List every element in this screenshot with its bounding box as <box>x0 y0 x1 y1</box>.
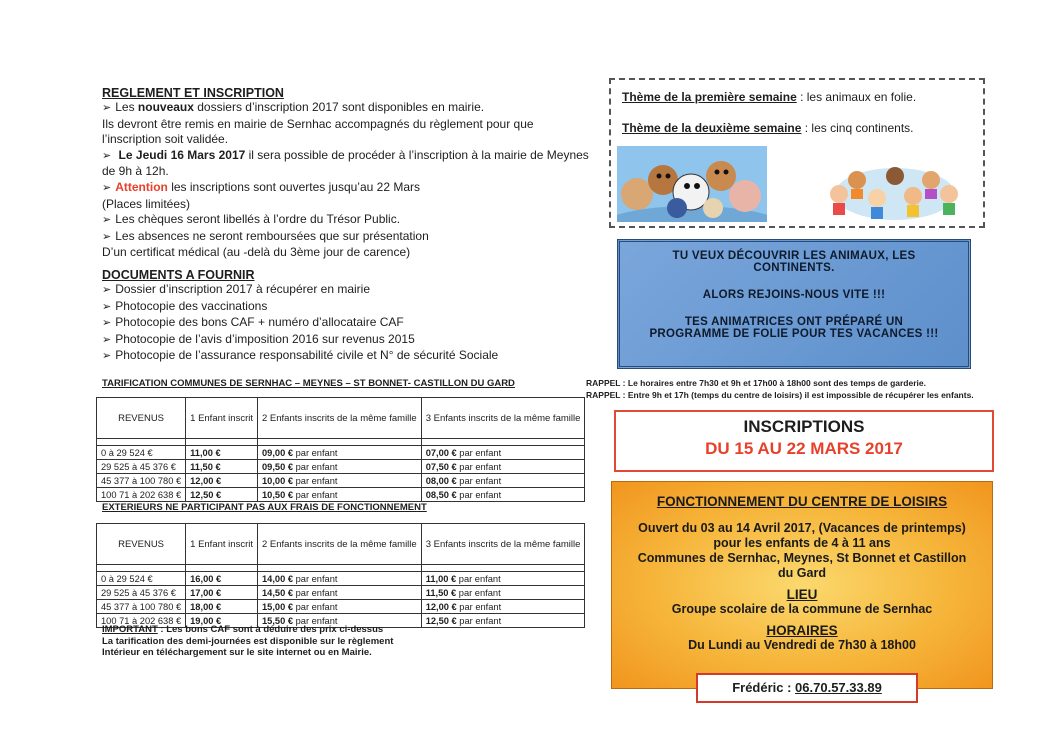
horaires-text: Du Lundi au Vendredi de 7h30 à 18h00 <box>688 638 916 652</box>
table-row: 100 71 à 202 638 € 12,50 € 10,50 € par enfant 08,50 € par enfant <box>97 488 585 502</box>
horaires-title: HORAIRES <box>766 623 838 638</box>
contact-phone: 06.70.57.33.89 <box>795 680 882 695</box>
banner-line: TES ANIMATRICES ONT PRÉPARÉ UN <box>684 316 904 328</box>
banner-line: CONTINENTS. <box>753 262 835 274</box>
lieu-title: LIEU <box>786 587 818 602</box>
theme-week-1: Thème de la première semaine : les animaux en folie. <box>622 90 917 104</box>
contact-name: Frédéric : <box>732 680 796 695</box>
reglement-section <box>102 86 589 261</box>
themes-box <box>609 78 985 228</box>
fonctionnement-box <box>611 481 993 689</box>
reglement-line: ➢ Attention les inscriptions sont ouvertes jusqu’au 22 Mars <box>102 179 420 194</box>
reglement-line: de 9h à 12h. <box>102 164 169 179</box>
inscriptions-dates: DU 15 AU 22 MARS 2017 <box>705 439 903 458</box>
promo-banner <box>617 239 971 369</box>
reglement-line: ➢ Les chèques seront libellés à l’ordre du Trésor Public. <box>102 212 401 227</box>
document-item: ➢ Photocopie des vaccinations <box>102 298 268 313</box>
header-3-enfants: 3 Enfants inscrits de la même famille <box>421 398 585 439</box>
tarif-table-communes <box>96 397 585 502</box>
table-row: 29 525 à 45 376 € 11,50 € 09,50 € par enfant 07,50 € par enfant <box>97 460 585 474</box>
header-2-enfants: 2 Enfants inscrits de la même famille <box>257 524 421 565</box>
table-row: 100 71 à 202 638 € 19,00 € 15,50 € par enfant 12,50 € par enfant <box>97 614 585 628</box>
header-1-enfant: 1 Enfant inscrit <box>186 398 258 439</box>
reglement-line: ➢ Les nouveaux dossiers d’inscription 2017 sont disponibles en mairie. <box>102 100 485 114</box>
inscriptions-box <box>614 410 994 472</box>
table-row: 0 à 29 524 € 16,00 € 14,00 € par enfant 11,00 € par enfant <box>97 572 585 586</box>
header-1-enfant: 1 Enfant inscrit <box>186 524 258 565</box>
reglement-title: REGLEMENT ET INSCRIPTION <box>102 86 284 100</box>
rappel-1: RAPPEL : Le horaires entre 7h30 et 9h et 17h00 à 18h00 sont des temps de garderie. <box>586 378 926 388</box>
tarif-table-exterieurs <box>96 523 585 628</box>
inscriptions-title: INSCRIPTIONS <box>743 417 865 436</box>
reglement-line: D’un certificat médical (au -delà du 3ème jour de carence) <box>102 245 411 260</box>
table-row: 45 377 à 100 780 € 12,00 € 10,00 € par enfant 08,00 € par enfant <box>97 474 585 488</box>
contact-box <box>696 673 918 703</box>
reglement-line: Ils devront être remis en mairie de Sernhac accompagnés du règlement pour que <box>102 116 534 131</box>
table-row: 45 377 à 100 780 € 18,00 € 15,00 € par enfant 12,00 € par enfant <box>97 600 585 614</box>
table2-title: EXTERIEURS NE PARTICIPANT PAS AUX FRAIS DE FONCTIONNEMENT <box>102 502 427 513</box>
documents-section <box>102 268 582 365</box>
banner-line: TU VEUX DÉCOUVRIR LES ANIMAUX, LES <box>672 250 916 262</box>
document-item: ➢ Photocopie de l’assurance responsabilité civile et N° de sécurité Sociale <box>102 348 499 363</box>
header-revenus: REVENUS <box>97 398 186 439</box>
reglement-line: ➢ Les absences ne seront remboursées que sur présentation <box>102 228 429 243</box>
important-note: IMPORTANT : Les bons CAF sont à déduire des prix ci-dessus La tarification des demi-journées est disponible sur le règlement Intérieur en téléchargement sur le site internet ou en Mairie. <box>102 624 394 659</box>
animals-illustration <box>617 146 767 222</box>
table-row: 29 525 à 45 376 € 17,00 € 14,50 € par enfant 11,50 € par enfant <box>97 586 585 600</box>
reglement-line: l’inscription soit validée. <box>102 132 229 147</box>
children-world-illustration <box>825 154 965 222</box>
reglement-line: ➢ Le Jeudi 16 Mars 2017 il sera possible de procéder à l’inscription à la mairie de Meynes <box>102 147 589 162</box>
banner-line: PROGRAMME DE FOLIE POUR TES VACANCES !!! <box>649 328 939 340</box>
header-3-enfants: 3 Enfants inscrits de la même famille <box>421 524 585 565</box>
fonctionnement-line: du Gard <box>778 566 826 580</box>
documents-title: DOCUMENTS A FOURNIR <box>102 268 255 282</box>
lieu-text: Groupe scolaire de la commune de Sernhac <box>671 602 933 616</box>
rappel-2: RAPPEL : Entre 9h et 17h (temps du centre de loisirs) il est impossible de récupérer les enfants. <box>586 390 974 400</box>
document-item: ➢ Photocopie des bons CAF + numéro d’allocataire CAF <box>102 315 404 330</box>
header-revenus: REVENUS <box>97 524 186 565</box>
banner-line: ALORS REJOINS-NOUS VITE !!! <box>702 289 886 301</box>
fonctionnement-title: FONCTIONNEMENT DU CENTRE DE LOISIRS <box>656 494 948 509</box>
table-row: 0 à 29 524 € 11,00 € 09,00 € par enfant 07,00 € par enfant <box>97 446 585 460</box>
table1-title: TARIFICATION COMMUNES DE SERNHAC – MEYNES – ST BONNET- CASTILLON DU GARD <box>102 378 515 389</box>
fonctionnement-line: Ouvert du 03 au 14 Avril 2017, (Vacances de printemps) <box>638 521 966 535</box>
document-item: ➢ Photocopie de l’avis d’imposition 2016 sur revenus 2015 <box>102 331 415 346</box>
header-2-enfants: 2 Enfants inscrits de la même famille <box>257 398 421 439</box>
fonctionnement-line: Communes de Sernhac, Meynes, St Bonnet et Castillon <box>637 551 967 565</box>
fonctionnement-line: pour les enfants de 4 à 11 ans <box>713 536 891 550</box>
theme-week-2: Thème de la deuxième semaine : les cinq continents. <box>622 121 914 135</box>
reglement-line: (Places limitées) <box>102 196 191 211</box>
document-item: ➢ Dossier d’inscription 2017 à récupérer en mairie <box>102 282 371 296</box>
